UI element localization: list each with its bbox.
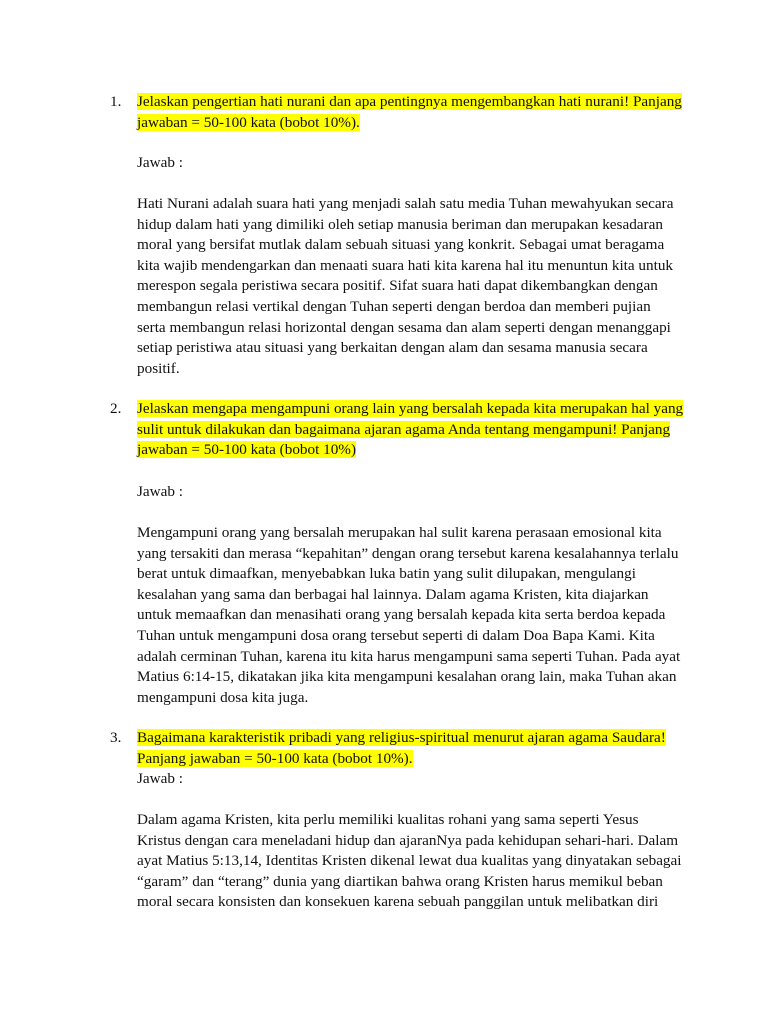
answer-text: [137, 810, 697, 913]
answer-line: positif.: [137, 359, 180, 377]
question-number: 2.: [110, 400, 122, 417]
answer-line: Matius 6:14-15, dikatakan jika kita mengampuni kesalahan orang lain, maka Tuhan akan: [137, 668, 677, 686]
answer-text: [137, 523, 697, 708]
jawab-block: [137, 482, 697, 503]
answer-line: moral yang bersifat mutlak dalam sebuah situasi yang konkrit. Sebagai umat beragama: [137, 236, 665, 254]
answer-line: membangun relasi vertikal dengan Tuhan seperti dengan berdoa dan memberi pujian: [137, 297, 651, 315]
answer-line: ayat Matius 5:13,14, Identitas Kristen dikenal lewat dua kualitas yang dinyatakan sebagai: [137, 852, 682, 870]
answer-line: yang tersakiti dan merasa “kepahitan” dengan orang tersebut karena kesalahannya terlalu: [137, 544, 679, 562]
answer-line: adalah cerminan Tuhan, karena itu kita harus mengampuni sama seperti Tuhan. Pada ayat: [137, 647, 681, 665]
question-line: sulit untuk dilakukan dan bagaimana ajaran agama Anda tentang mengampuni! Panjang: [137, 420, 671, 438]
answer-line: setiap peristiwa atau situasi yang berkaitan dengan alam dan sesama manusia secara: [137, 339, 648, 357]
question-line: jawaban = 50-100 kata (bobot 10%): [137, 441, 357, 459]
answer-line: “garam” dan “terang” dunia yang diartikan bahwa orang Kristen harus memikul beban: [137, 872, 663, 890]
question-line: Jelaskan pengertian hati nurani dan apa pentingnya mengembangkan hati nurani! Panjang: [137, 93, 682, 110]
answer-line: kita wajib mendengarkan dan menaati suara hati kita karena hal itu menuntun kita untuk: [137, 256, 674, 274]
answer-line: mengampuni dosa kita juga.: [137, 688, 309, 706]
jawab-block: [137, 153, 697, 174]
question-item-3: [110, 728, 700, 928]
answer-line: Dalam agama Kristen, kita perlu memiliki kualitas rohani yang sama seperti Yesus: [137, 811, 639, 828]
answer-line: Tuhan untuk mengampuni dosa orang tersebut seperti di dalam Doa Bapa Kami. Kita: [137, 626, 655, 644]
question-line: Jelaskan mengapa mengampuni orang lain yang bersalah kepada kita merupakan hal yang: [137, 400, 684, 417]
answer-line: hidup dalam hati yang dimiliki oleh setiap manusia beriman dan merupakan kesadaran: [137, 215, 663, 233]
answer-line: Hati Nurani adalah suara hati yang menjadi salah satu media Tuhan mewahyukan secara: [137, 195, 674, 212]
question-item-1: [110, 92, 700, 382]
answer-line: kesalahan yang sama dan berbagai hal lainnya. Dalam agama Kristen, kita diajarkan: [137, 585, 649, 603]
answer-line: untuk memaafkan dan menasihati orang yang bersalah kepada kita serta berdoa kepada: [137, 606, 666, 624]
question-number: 3.: [110, 729, 122, 746]
answer-text: [137, 194, 697, 379]
question-line: Panjang jawaban = 50-100 kata (bobot 10%).: [137, 749, 413, 767]
question-number: 1.: [110, 93, 122, 110]
jawab-label: Jawab :: [137, 483, 183, 500]
answer-line: Mengampuni orang yang bersalah merupakan hal sulit karena perasaan emosional kita: [137, 524, 662, 541]
question-line: Bagaimana karakteristik pribadi yang religius-spiritual menurut ajaran agama Saudara!: [137, 729, 666, 746]
question-line: jawaban = 50-100 kata (bobot 10%).: [137, 113, 360, 131]
question-body: [137, 399, 697, 461]
answer-line: serta membangun relasi horizontal dengan sesama dan alam seperti dengan menanggapi: [137, 318, 671, 336]
question-item-2: [110, 399, 700, 709]
jawab-block: [137, 769, 697, 790]
answer-line: moral secara konsisten dan konsekuen karena sebuah panggilan untuk melibatkan diri: [137, 893, 659, 911]
answer-line: merespon segala peristiwa secara positif. Sifat suara hati dapat dikembangkan dengan: [137, 277, 658, 295]
answer-line: Kristus dengan cara meneladani hidup dan ajaranNya pada kehidupan sehari-hari. Dalam: [137, 831, 679, 849]
jawab-label: Jawab :: [137, 154, 183, 171]
question-body: [137, 728, 697, 769]
question-body: [137, 92, 697, 133]
answer-line: berat untuk dimaafkan, menyebabkan luka batin yang sulit dilupakan, mengulangi: [137, 565, 636, 583]
jawab-label: Jawab :: [137, 770, 183, 787]
